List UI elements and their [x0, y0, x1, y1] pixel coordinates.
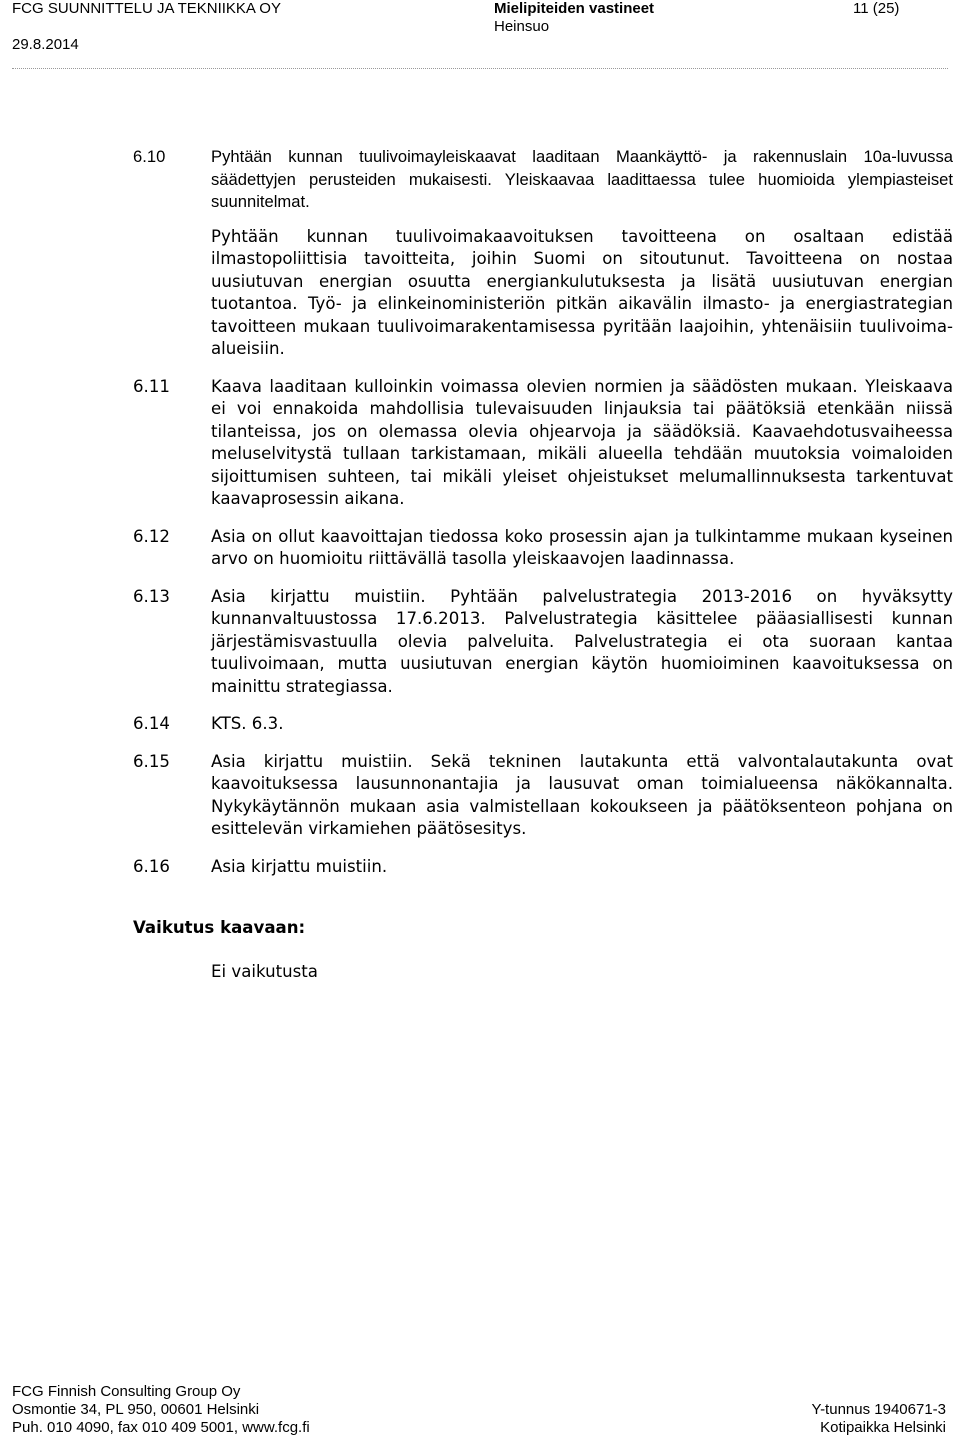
response-item [133, 586, 953, 699]
footer-domicile: Kotipaikka Helsinki [820, 1419, 946, 1436]
item-paragraph: Asia kirjattu muistiin. Sekä tekninen lautakunta että valvontalautakunta ovat kaavoituksessa lausunnonantajia ja lausuvat oman toimialueensa näkökannalta. Nykykäytännön mukaan asia valmistellaan kokoukseen ja päätöksenteon pohjana on esittelevän virkamiehen päätösesitys. [211, 751, 953, 838]
item-body [211, 376, 953, 511]
item-number: 6.11 [133, 376, 170, 396]
document-date: 29.8.2014 [12, 36, 79, 53]
project-location: Heinsuo [494, 18, 550, 35]
response-item [133, 376, 953, 511]
item-paragraph: Pyhtään kunnan tuulivoimayleiskaavat laaditaan Maankäyttö- ja rakennuslain 10a-luvussa säädettyjen perusteiden mukaisesti. Yleiskaavaa laadittaessa tulee huomioida ylempiasteiset suunnitelmat. [211, 147, 953, 211]
footer-contact: Puh. 010 4090, fax 010 409 5001, www.fcg.fi [12, 1419, 310, 1436]
item-number: 6.16 [133, 856, 170, 876]
item-paragraph: Asia kirjattu muistiin. [211, 856, 388, 876]
response-item [133, 526, 953, 571]
item-body [211, 586, 953, 699]
item-number: 6.14 [133, 714, 170, 733]
item-paragraph: Asia on ollut kaavoittajan tiedossa koko prosessin ajan ja tulkintamme mukaan kyseinen arvo on huomioitu riittävällä tasolla yleiskaavojen laadinnassa. [211, 526, 953, 568]
item-number: 6.15 [133, 751, 170, 771]
item-paragraph: Kaava laaditaan kulloinkin voimassa olevien normien ja säädösten mukaan. Yleiskaava ei voi ennakoida mahdollisia tulevaisuuden linjauksia tai päätöksiä etenkään niissä tilanteissa, jos on olemassa olevia ohjearvoja ja säädöksiä. Kaavaehdotusvaiheessa meluselvitystä tullaan tarkistamaan, mikäli alueella tehdään muutoksia voimaloiden sijoittumisen suhteen, tai mikäli yleiset ohjeistukset melumallinnuksesta tarkentuvat kaavaprosessin aikana. [211, 376, 953, 508]
footer-company: FCG Finnish Consulting Group Oy [12, 1383, 241, 1400]
response-item [133, 713, 953, 736]
item-paragraph: Pyhtään kunnan tuulivoimakaavoituksen tavoitteena on osaltaan edistää ilmastopoliittisia tavoitteita, joihin Suomi on sitoutunut. Tavoitteena on nostaa uusiutuvan energian osuutta energiankulutuksesta ja lisätä uusiutuvan energian tuotantoa. Työ- ja elinkeinoministeriön pitkän aikavälin ilmasto- ja energiastrategian tavoitteen mukaan tuulivoimarakentamisessa pyritään laajoihin, yhtenäisiin tuulivoima-alueisiin. [211, 226, 953, 358]
item-paragraph: KTS. 6.3. [211, 714, 284, 733]
item-body [211, 751, 953, 841]
company-name: FCG SUUNNITTELU JA TEKNIIKKA OY [12, 0, 281, 17]
item-body [211, 856, 953, 879]
item-number: 6.13 [133, 586, 170, 606]
page-number: 11 (25) [853, 0, 900, 17]
response-item [133, 856, 953, 879]
response-item [133, 146, 953, 361]
item-number: 6.12 [133, 526, 170, 546]
response-list [133, 146, 953, 878]
item-body [211, 713, 953, 736]
item-body [211, 146, 953, 361]
document-title: Mielipiteiden vastineet [494, 0, 655, 17]
impact-heading: Vaikutus kaavaan: [133, 918, 306, 937]
footer-address: Osmontie 34, PL 950, 00601 Helsinki [12, 1401, 260, 1418]
response-item [133, 751, 953, 841]
item-number: 6.10 [133, 147, 166, 166]
footer-business-id: Y-tunnus 1940671-3 [811, 1401, 946, 1418]
item-paragraph: Asia kirjattu muistiin. Pyhtään palvelustrategia 2013-2016 on hyväksytty kunnanvaltuustossa 17.6.2013. Palvelustrategia käsittelee pääasiallisesti kunnan järjestämisvastuulla olevia palveluita. Palvelustrategia ei ota suoraan kantaa tuulivoimaan, mutta uusiutuvan energian käytön huomioiminen kaavoituksessa on mainittu strategiassa. [211, 586, 953, 696]
item-body [211, 526, 953, 571]
header-divider [12, 68, 948, 69]
impact-text: Ei vaikutusta [211, 962, 318, 981]
